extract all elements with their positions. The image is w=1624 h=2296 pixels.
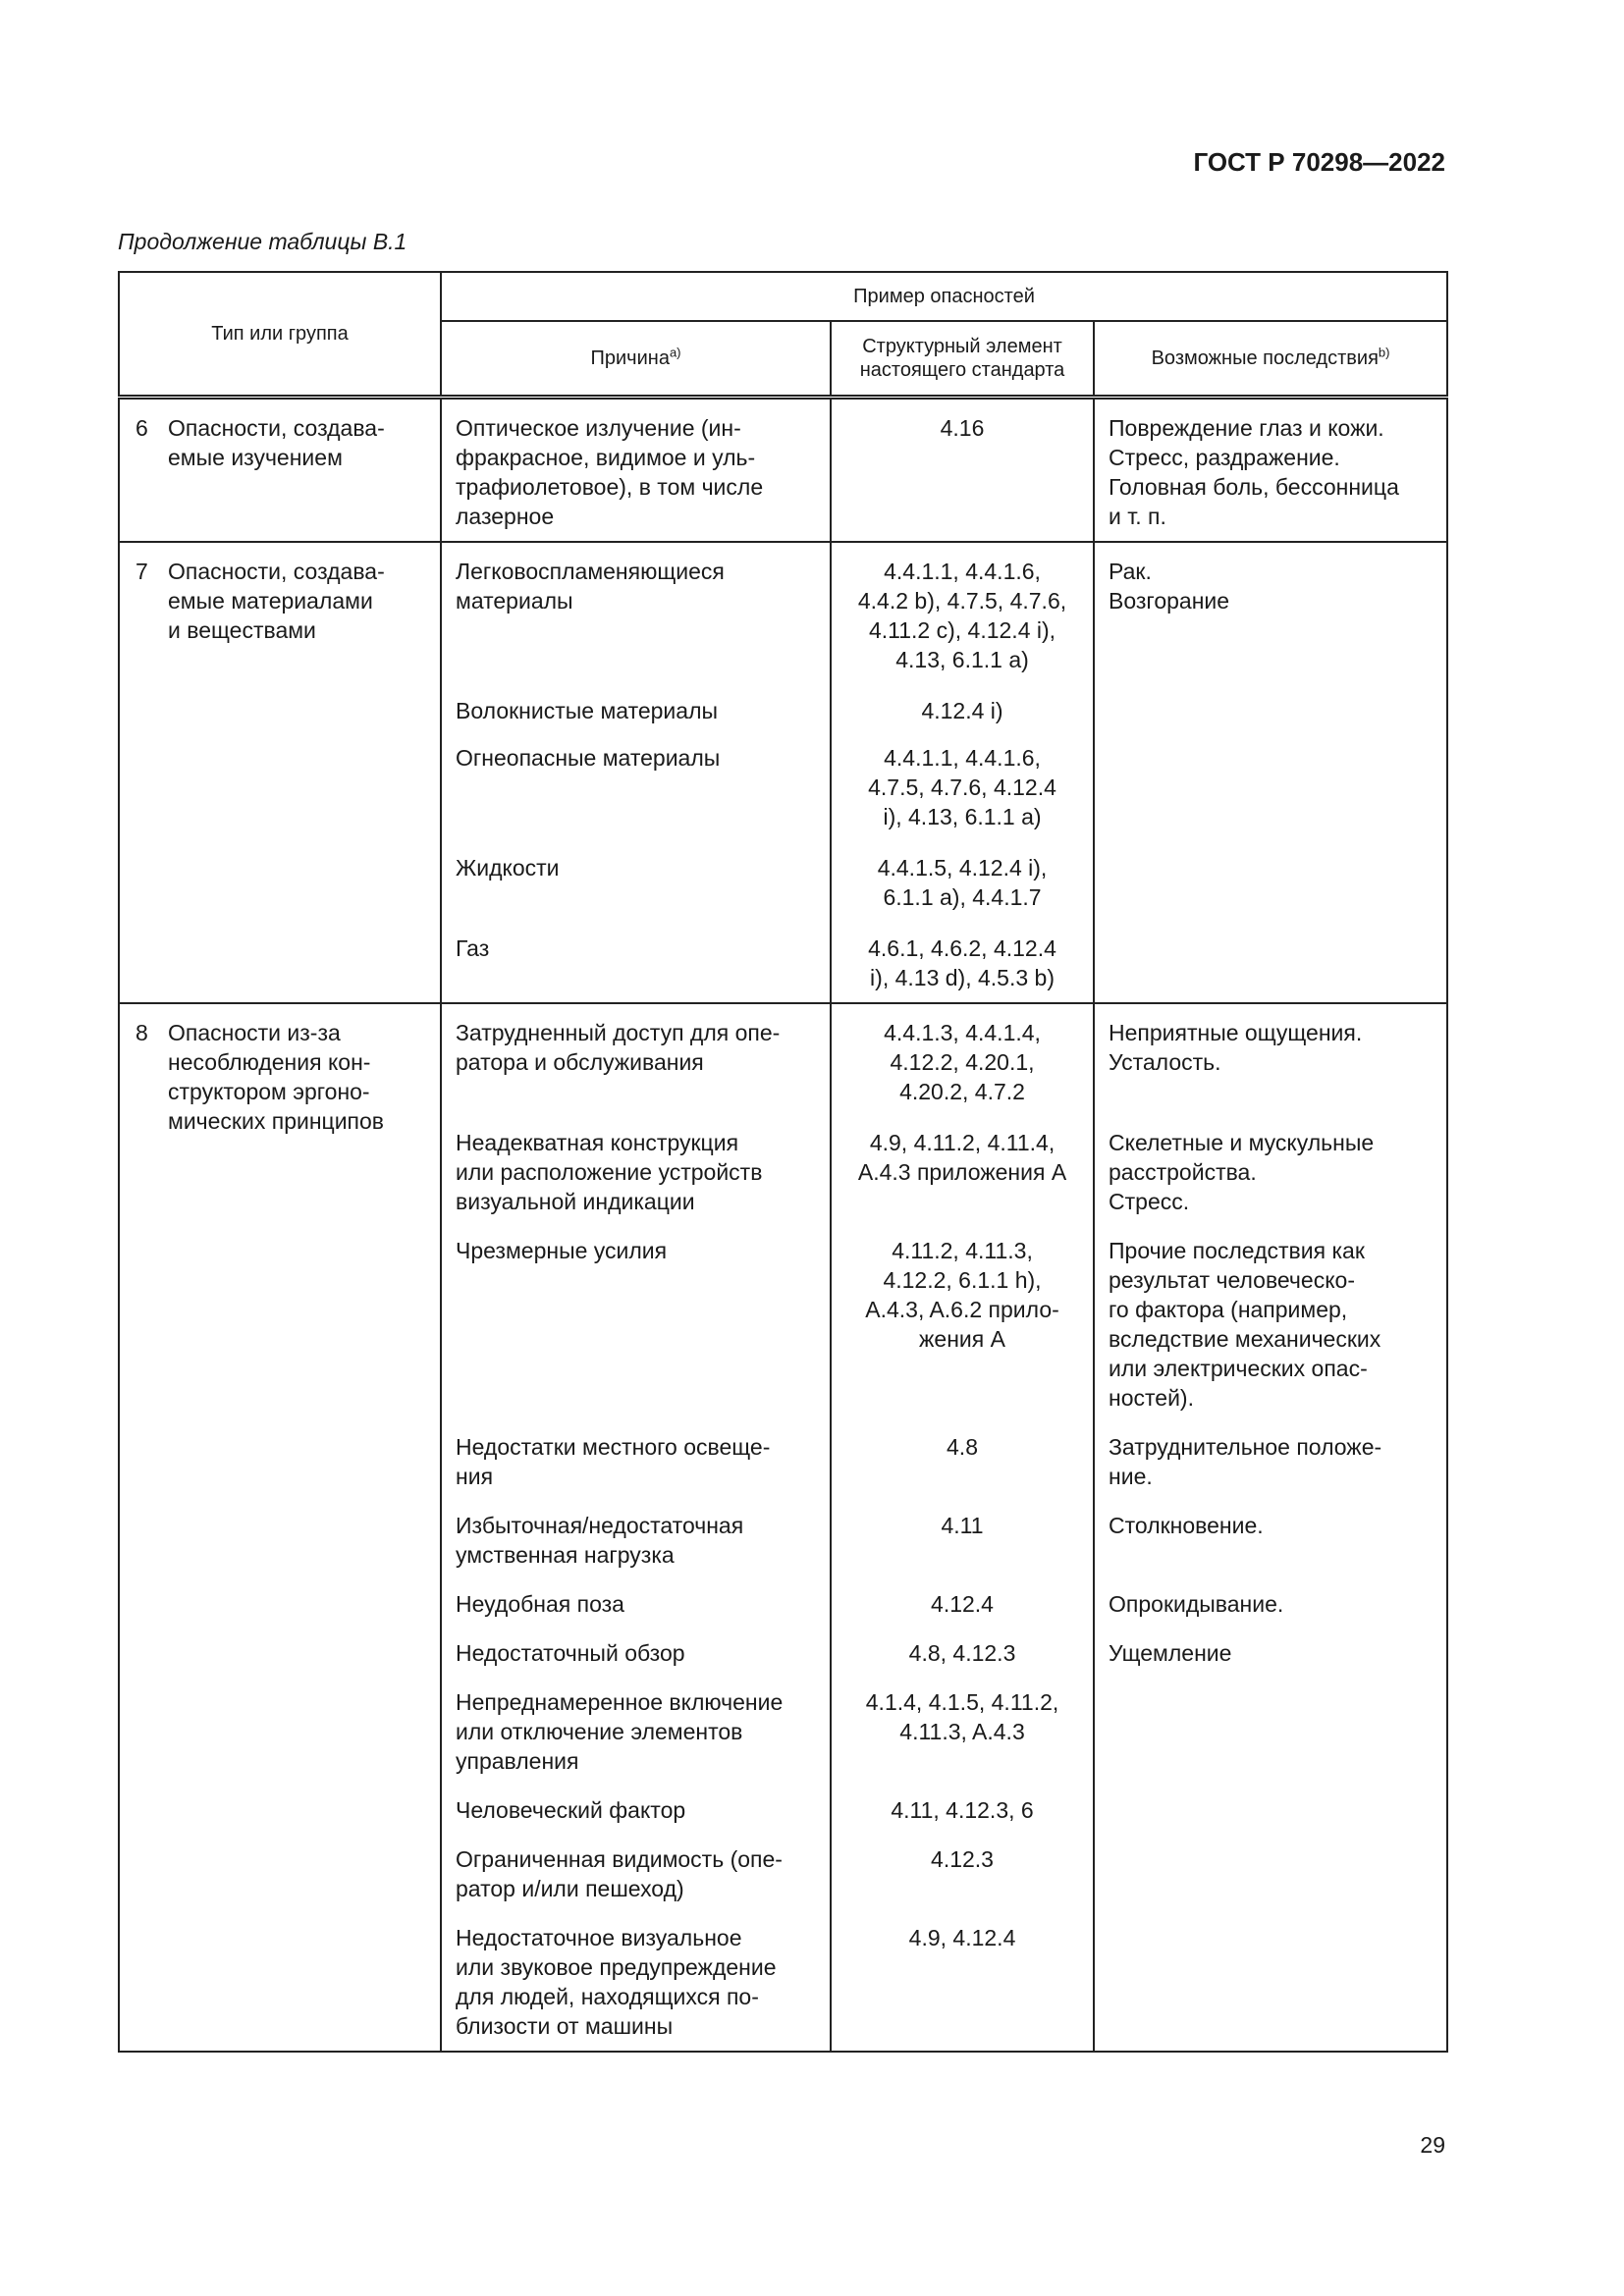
table-caption: Продолжение таблицы В.1 [118,229,407,254]
consequence-cell [1094,398,1447,543]
cause-cell [441,398,831,543]
cause-text: Ограниченная видимость (опе- ратор и/или пешеход) [456,1846,783,1901]
element-text: 4.11.2, 4.11.3, 4.12.2, 6.1.1 h), A.4.3, A.6.2 прило- жения А [865,1238,1059,1352]
element-text: 4.9, 4.11.2, 4.11.4, А.4.3 приложения А [857,1130,1067,1185]
element-text: 4.8, 4.12.3 [908,1640,1016,1666]
cause-cell [441,542,831,1003]
element-text: 4.9, 4.12.4 [908,1925,1016,1950]
cause-text: Волокнистые материалы [456,698,719,723]
consequence-text: Столкновение. [1109,1513,1264,1538]
element-text: 4.4.1.1, 4.4.1.6, 4.4.2 b), 4.7.5, 4.7.6, 4.11.2 c), 4.12.4 i), 4.13, 6.1.1 a) [857,559,1067,672]
group-number: 8 [119,1003,168,2052]
cause-text: Чрезмерные усилия [456,1238,668,1263]
group-number: 6 [119,398,168,543]
element-text: 4.8 [947,1434,978,1460]
header-consequences: Возможные последствия$^{b)}$ [1094,321,1447,398]
group-type: Опасности из-за несоблюдения кон- структором эргоно- мических принципов [168,1003,441,2052]
consequence-text: Затруднительное положе- ние. [1109,1434,1382,1489]
element-text: 4.12.4 i) [921,698,1003,723]
element-text: 4.4.1.5, 4.12.4 i), 6.1.1 a), 4.4.1.7 [877,855,1048,910]
element-cell [831,1003,1094,2052]
document-code: ГОСТ Р 70298—2022 [1193,147,1445,177]
element-text: 4.11 [941,1513,984,1538]
cause-text: Избыточная/недостаточная умственная нагрузка [456,1513,744,1568]
consequence-text: Прочие последствия как результат человеческо- го фактора (например, вследствие механических или электрических опас- ностей). [1109,1238,1381,1411]
cause-text: Человеческий фактор [456,1797,686,1823]
consequence-cell [1094,1003,1447,2052]
element-text: 4.11, 4.12.3, 6 [891,1797,1034,1823]
cause-text: Неудобная поза [456,1591,624,1617]
consequences-footnote-mark: b) [1378,345,1390,360]
consequence-text: Рак. Возгорание [1109,559,1230,614]
consequence-text: Повреждение глаз и кожи. Стресс, раздражение. Головная боль, бессонница и т. п. [1109,415,1399,529]
cause-text: Недостатки местного освеще- ния [456,1434,771,1489]
cause-text: Недостаточный обзор [456,1640,685,1666]
cause-text: Оптическое излучение (ин- фракрасное, видимое и уль- трафиолетовое), в том числе лазерное [456,415,764,529]
consequence-text: Неприятные ощущения. Усталость. [1109,1020,1363,1075]
header-example: Пример опасностей [441,272,1447,321]
cause-text: Недостаточное визуальное или звуковое предупреждение для людей, находящихся по- близости от машины [456,1925,777,2039]
header-element: Структурный элемент настоящего стандарта [831,321,1094,398]
element-cell [831,398,1094,543]
element-text: 4.1.4, 4.1.5, 4.11.2, 4.11.3, A.4.3 [865,1689,1059,1744]
table-row [119,398,1447,543]
element-text: 4.4.1.1, 4.4.1.6, 4.7.5, 4.7.6, 4.12.4 i), 4.13, 6.1.1 a) [868,745,1056,829]
group-type: Опасности, создава- емые изучением [168,398,441,543]
cause-text: Жидкости [456,855,560,881]
element-text: 4.16 [940,415,985,441]
element-text: 4.12.4 [931,1591,994,1617]
table-row [119,1003,1447,2052]
element-text: 4.4.1.3, 4.4.1.4, 4.12.2, 4.20.1, 4.20.2, 4.7.2 [884,1020,1041,1104]
cause-footnote-mark: a) [669,345,681,360]
group-type: Опасности, создава- емые материалами и веществами [168,542,441,1003]
group-number: 7 [119,542,168,1003]
cause-text: Непреднамеренное включение или отключение элементов управления [456,1689,784,1774]
page-number: 29 [1420,2132,1445,2158]
consequence-cell [1094,542,1447,1003]
consequence-text: Скелетные и мускульные расстройства. Стресс. [1109,1130,1375,1214]
element-text: 4.6.1, 4.6.2, 4.12.4 i), 4.13 d), 4.5.3 b) [868,935,1056,990]
header-type-group: Тип или группа [119,272,441,398]
consequence-text: Опрокидывание. [1109,1591,1284,1617]
consequence-text: Ущемление [1109,1640,1232,1666]
element-cell [831,542,1094,1003]
table-row [119,542,1447,1003]
hazards-table [118,271,1448,2053]
cause-text: Легковоспламеняющиеся материалы [456,559,725,614]
cause-cell [441,1003,831,2052]
cause-text: Газ [456,935,490,961]
element-text: 4.12.3 [931,1846,994,1872]
header-cause: Причина$^{a)}$ [441,321,831,398]
cause-text: Неадекватная конструкция или расположение устройств визуальной индикации [456,1130,763,1214]
cause-text: Затрудненный доступ для опе- ратора и обслуживания [456,1020,781,1075]
cause-text: Огнеопасные материалы [456,745,721,771]
